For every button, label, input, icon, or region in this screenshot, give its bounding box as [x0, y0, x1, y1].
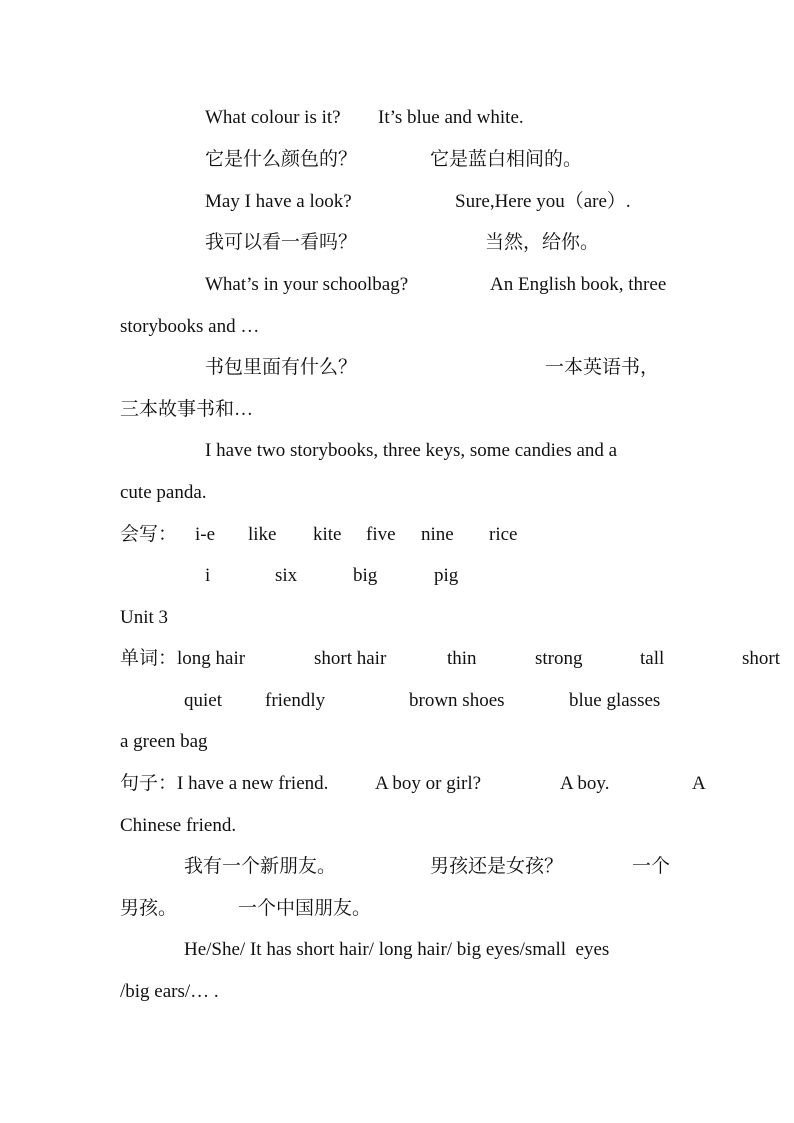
line-en-1b: It’s blue and white.	[378, 107, 524, 128]
vocab-word: 单词：long hair	[120, 648, 246, 669]
writing-word: like	[248, 524, 277, 545]
writing-word: five	[366, 524, 396, 545]
line-zh-7b: 一本英语书，	[545, 357, 660, 378]
writing-word: i-e	[195, 524, 216, 545]
line-en-6: storybooks and …	[120, 316, 260, 337]
sentence-part: A	[692, 773, 706, 794]
writing-word: big	[353, 565, 378, 586]
writing-word: rice	[489, 524, 518, 545]
line-en-5a: What’s in your schoolbag?	[205, 274, 409, 295]
sentence-part: A boy.	[560, 773, 610, 794]
line-en-1a: What colour is it?	[205, 107, 341, 128]
line-en-10: cute panda.	[120, 482, 207, 503]
line-zh-2a: 它是什么颜色的？	[205, 149, 358, 170]
sentence-part: 句子：I have a new friend.	[120, 773, 329, 794]
line-en-5b: An English book, three	[490, 274, 667, 295]
writing-word: i	[205, 565, 211, 586]
writing-word: nine	[421, 524, 454, 545]
writing-word: kite	[313, 524, 342, 545]
line-zh-7a: 书包里面有什么？	[205, 357, 358, 378]
vocab-word: brown shoes	[409, 690, 505, 711]
unit-heading: Unit 3	[120, 607, 169, 628]
vocab-word: thin	[447, 648, 477, 669]
line-en-3a: May I have a look?	[205, 191, 352, 212]
vocab-word: friendly	[265, 690, 326, 711]
sentence-zh: 男孩还是女孩？	[430, 856, 564, 877]
line-zh-4b: 当然，给你。	[485, 232, 600, 253]
sentence-zh: 一个中国朋友。	[238, 898, 372, 919]
line-zh-8: 三本故事书和…	[120, 399, 254, 420]
vocab-word: blue glasses	[569, 690, 661, 711]
vocab-word: short hair	[314, 648, 387, 669]
sentence-part: Chinese friend.	[120, 815, 237, 836]
sentence-zh: 男孩。	[120, 898, 178, 919]
line-zh-4a: 我可以看一看吗？	[205, 232, 358, 253]
sentence-zh: 我有一个新朋友。	[184, 856, 337, 877]
vocab-word: strong	[535, 648, 583, 669]
writing-word: pig	[434, 565, 459, 586]
writing-label: 会写：	[120, 524, 178, 545]
vocab-word: quiet	[184, 690, 222, 711]
line-en-9: I have two storybooks, three keys, some candies and a	[205, 440, 618, 461]
writing-word: six	[275, 565, 298, 586]
line-en-3b: Sure,Here you（are）.	[455, 191, 631, 212]
sentence-zh: 一个	[632, 856, 671, 877]
vocab-word: short	[742, 648, 780, 669]
vocab-word: tall	[640, 648, 665, 669]
sentence-part: A boy or girl?	[375, 773, 482, 794]
sentence-en: /big ears/… .	[120, 981, 219, 1002]
vocab-word: a green bag	[120, 731, 208, 752]
line-zh-2b: 它是蓝白相间的。	[430, 149, 583, 170]
sentence-en: He/She/ It has short hair/ long hair/ big eyes/small eyes	[184, 939, 610, 960]
